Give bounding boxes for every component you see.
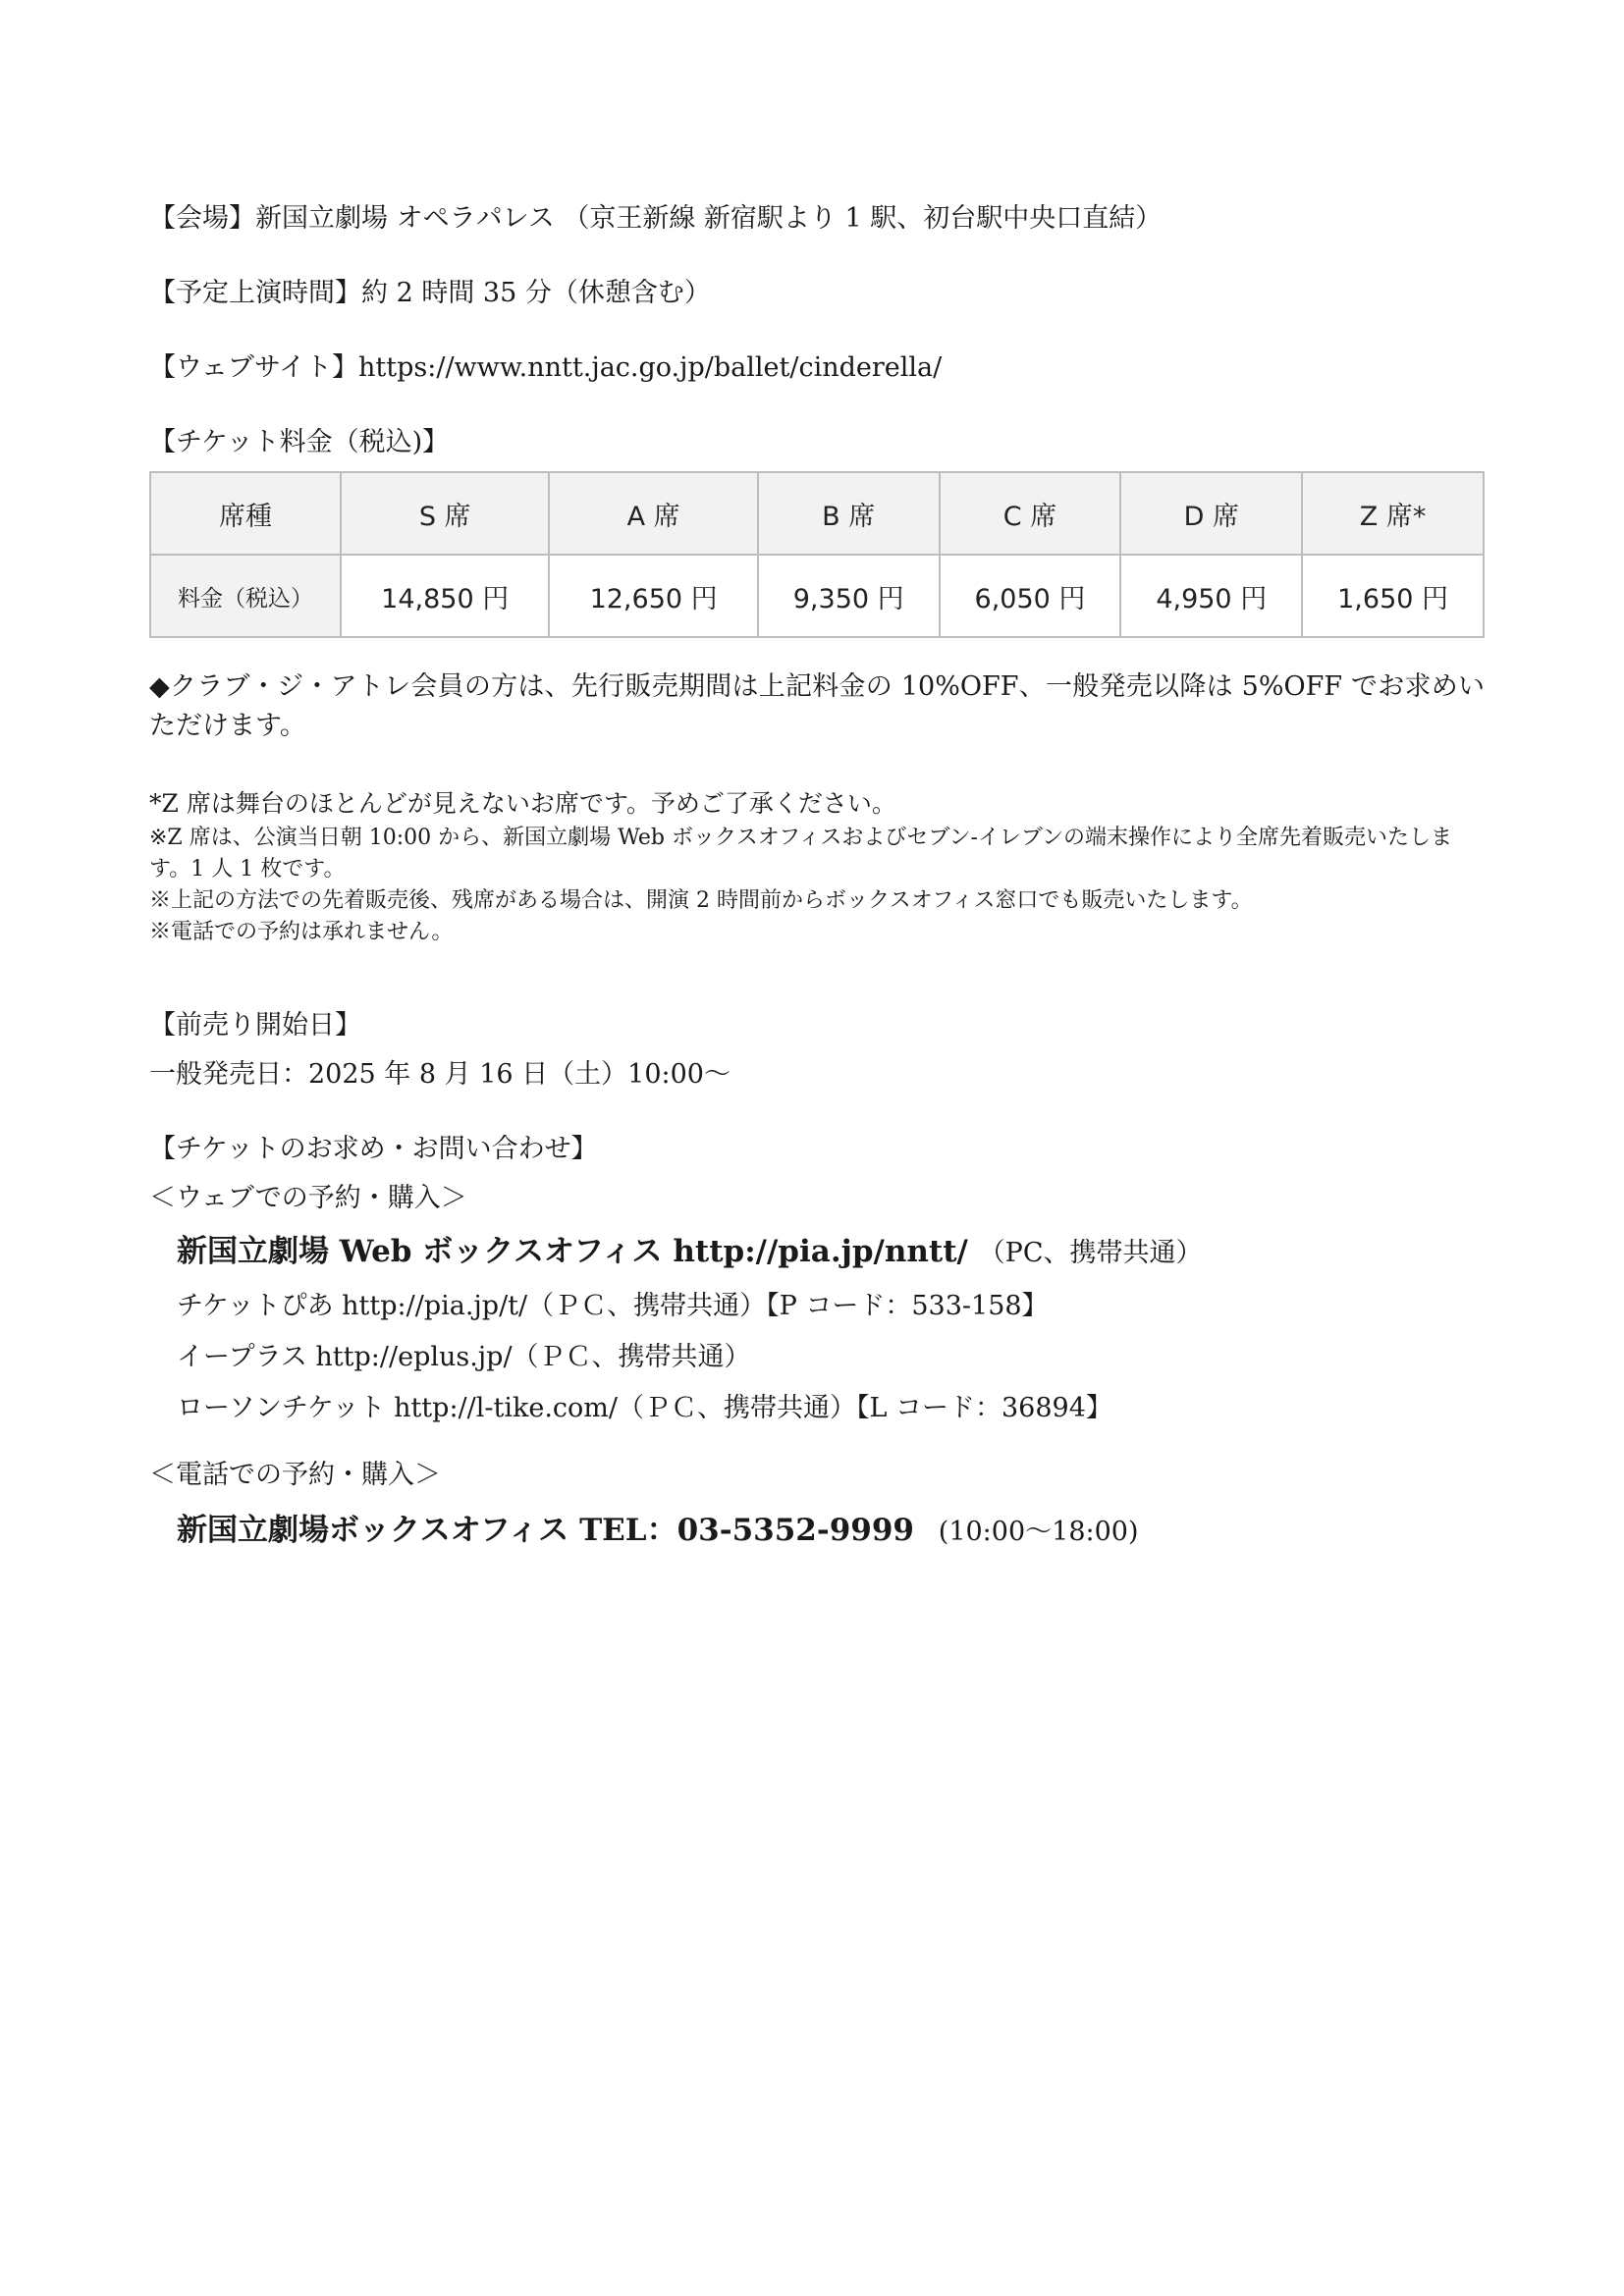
seat-c-header: C 席: [940, 472, 1121, 555]
seat-a-header: A 席: [549, 472, 757, 555]
presale-date: 一般発売日：2025 年 8 月 16 日（土）10:00～: [149, 1059, 731, 1090]
price-row-label: 料金（税込）: [150, 555, 341, 637]
price-table: [149, 471, 1485, 638]
eplus-line[interactable]: イープラス http://eplus.jp/（ＰＣ、携帯共通）: [177, 1342, 751, 1372]
web-box-office-devices: （PC、携帯共通）: [978, 1238, 1203, 1268]
phone-box-office-hours: (10:00～18:00): [938, 1517, 1139, 1547]
z-seat-note: *Z 席は舞台のほとんどが見えないお席です。予めご了承ください。: [149, 789, 896, 818]
seat-s-header: S 席: [341, 472, 549, 555]
phone-box-office-line: [177, 1513, 1138, 1550]
price-d: 4,950 円: [1120, 555, 1302, 637]
web-box-office-link[interactable]: 新国立劇場 Web ボックスオフィス http://pia.jp/nntt/: [177, 1234, 968, 1269]
price-table-price-row: [150, 555, 1484, 637]
venue-line: 【会場】新国立劇場 オペラパレス （京王新線 新宿駅より 1 駅、初台駅中央口直結）: [149, 203, 1163, 234]
ticket-pia-line[interactable]: チケットぴあ http://pia.jp/t/（ＰＣ、携帯共通）【P コード：533-158】: [177, 1291, 1049, 1321]
phone-purchase-heading: ＜電話での予約・購入＞: [149, 1460, 441, 1490]
price-b: 9,350 円: [758, 555, 940, 637]
ticket-price-heading: 【チケット料金（税込)】: [149, 427, 450, 457]
price-z: 1,650 円: [1302, 555, 1484, 637]
price-c: 6,050 円: [940, 555, 1121, 637]
z-seat-sale-note: ※Z 席は、公演当日朝 10:00 から、新国立劇場 Web ボックスオフィスおよびセブン-イレブンの端末操作により全席先着販売いたします。1 人 1 枚です。: [149, 826, 1453, 881]
seat-type-header: 席種: [150, 472, 341, 555]
duration-line: 【予定上演時間】約 2 時間 35 分（休憩含む）: [149, 278, 711, 308]
seat-notes: [149, 787, 1485, 948]
lawson-ticket-line[interactable]: ローソンチケット http://l-tike.com/（ＰＣ、携帯共通）【L コード：36894】: [177, 1393, 1112, 1423]
phone-reservation-note: ※電話での予約は承れません。: [149, 920, 454, 944]
phone-box-office-number: 新国立劇場ボックスオフィス TEL：03-5352-9999: [177, 1513, 914, 1548]
seat-d-header: D 席: [1120, 472, 1302, 555]
remaining-seat-note: ※上記の方法での先着販売後、残席がある場合は、開演 2 時間前からボックスオフィス窓口でも販売いたします。: [149, 888, 1253, 913]
web-purchase-heading: ＜ウェブでの予約・購入＞: [149, 1183, 467, 1213]
inquiry-heading: 【チケットのお求め・お問い合わせ】: [149, 1134, 598, 1164]
presale-heading: 【前売り開始日】: [149, 1010, 361, 1041]
club-member-note: ◆クラブ・ジ・アトレ会員の方は、先行販売期間は上記料金の 10%OFF、一般発売以降は 5%OFF でお求めいただけます。: [149, 671, 1485, 741]
price-a: 12,650 円: [549, 555, 757, 637]
seat-z-header: Z 席*: [1302, 472, 1484, 555]
price-s: 14,850 円: [341, 555, 549, 637]
website-line: 【ウェブサイト】https://www.nntt.jac.go.jp/ballet/cinderella/: [149, 352, 943, 383]
seat-b-header: B 席: [758, 472, 940, 555]
web-box-office-line: [177, 1234, 1203, 1271]
price-table-header-row: [150, 472, 1484, 555]
